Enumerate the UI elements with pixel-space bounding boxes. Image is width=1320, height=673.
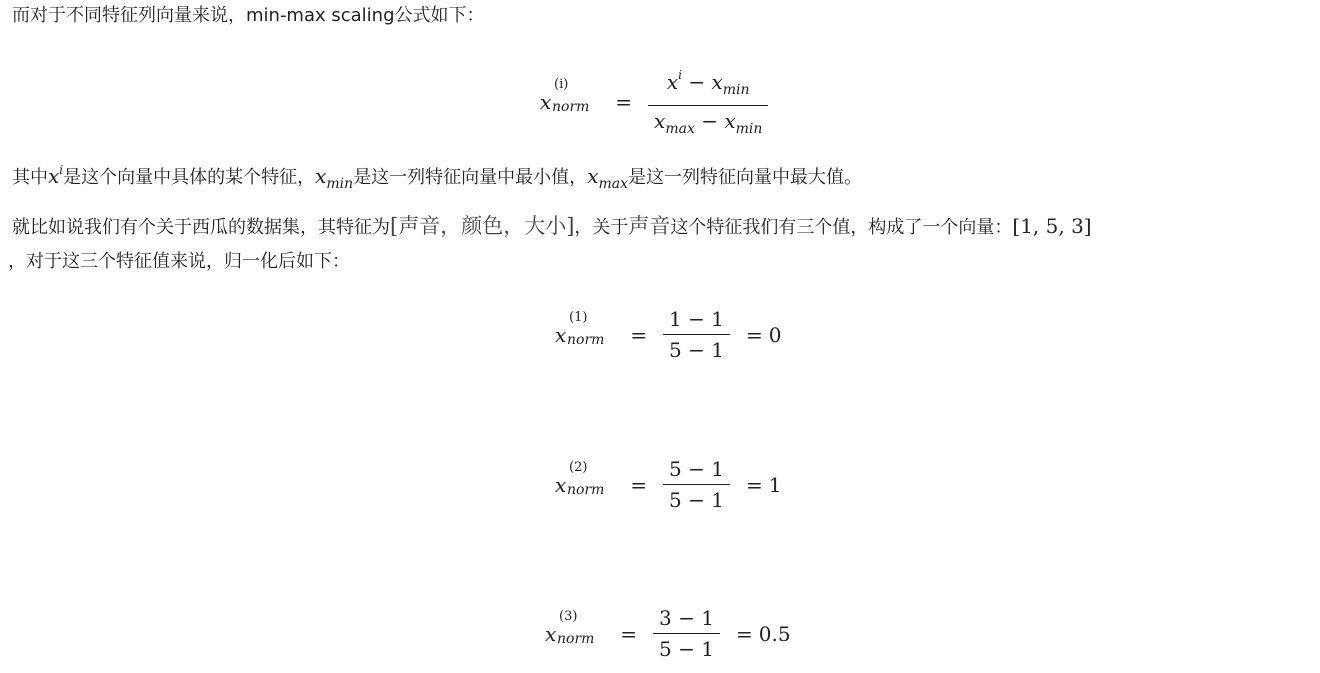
intro-text: 而对于不同特征列向量来说，min-max scaling公式如下： <box>12 5 485 26</box>
equation-1-result: 0 <box>768 322 782 347</box>
formula-lhs: x (i) norm <box>540 77 590 115</box>
example-text-line1: 就比如说我们有个关于西瓜的数据集，其特征为[声音，颜色，大小]，关于声音这个特征我们有三个值，构成了一个向量：[1, 5, 3] <box>12 214 1092 238</box>
formula-numerator: $x^i - x_{min}$ <box>666 68 750 98</box>
equation-3: x (3) norm = $\frac{3 - 1}{5 - 1}$ = 0.5 <box>545 606 791 661</box>
equation-3-result: 0.5 <box>758 621 791 646</box>
example-text-line2: ，对于这三个特征值来说，归一化后如下： <box>8 251 350 272</box>
equation-2: x (2) norm = $\frac{5 - 1}{5 - 1}$ = 1 <box>555 457 782 512</box>
equation-1: x (1) norm = $\frac{1 - 1}{5 - 1}$ = 0 <box>555 307 782 362</box>
explain-text: 其中$x^i$是这个向量中具体的某个特征，$x_{min}$是这一列特征向量中最小值，$x_{max}$是这一列特征向量中最大值。 <box>12 163 862 192</box>
minmax-formula: x (i) norm = $\frac{x^i - x_{min}}{x_{max} - x_{min}}$ <box>540 60 778 144</box>
formula-fraction <box>648 60 768 144</box>
equation-2-result: 1 <box>768 472 782 497</box>
formula-denominator: $x_{max} - x_{min}$ <box>654 109 763 137</box>
